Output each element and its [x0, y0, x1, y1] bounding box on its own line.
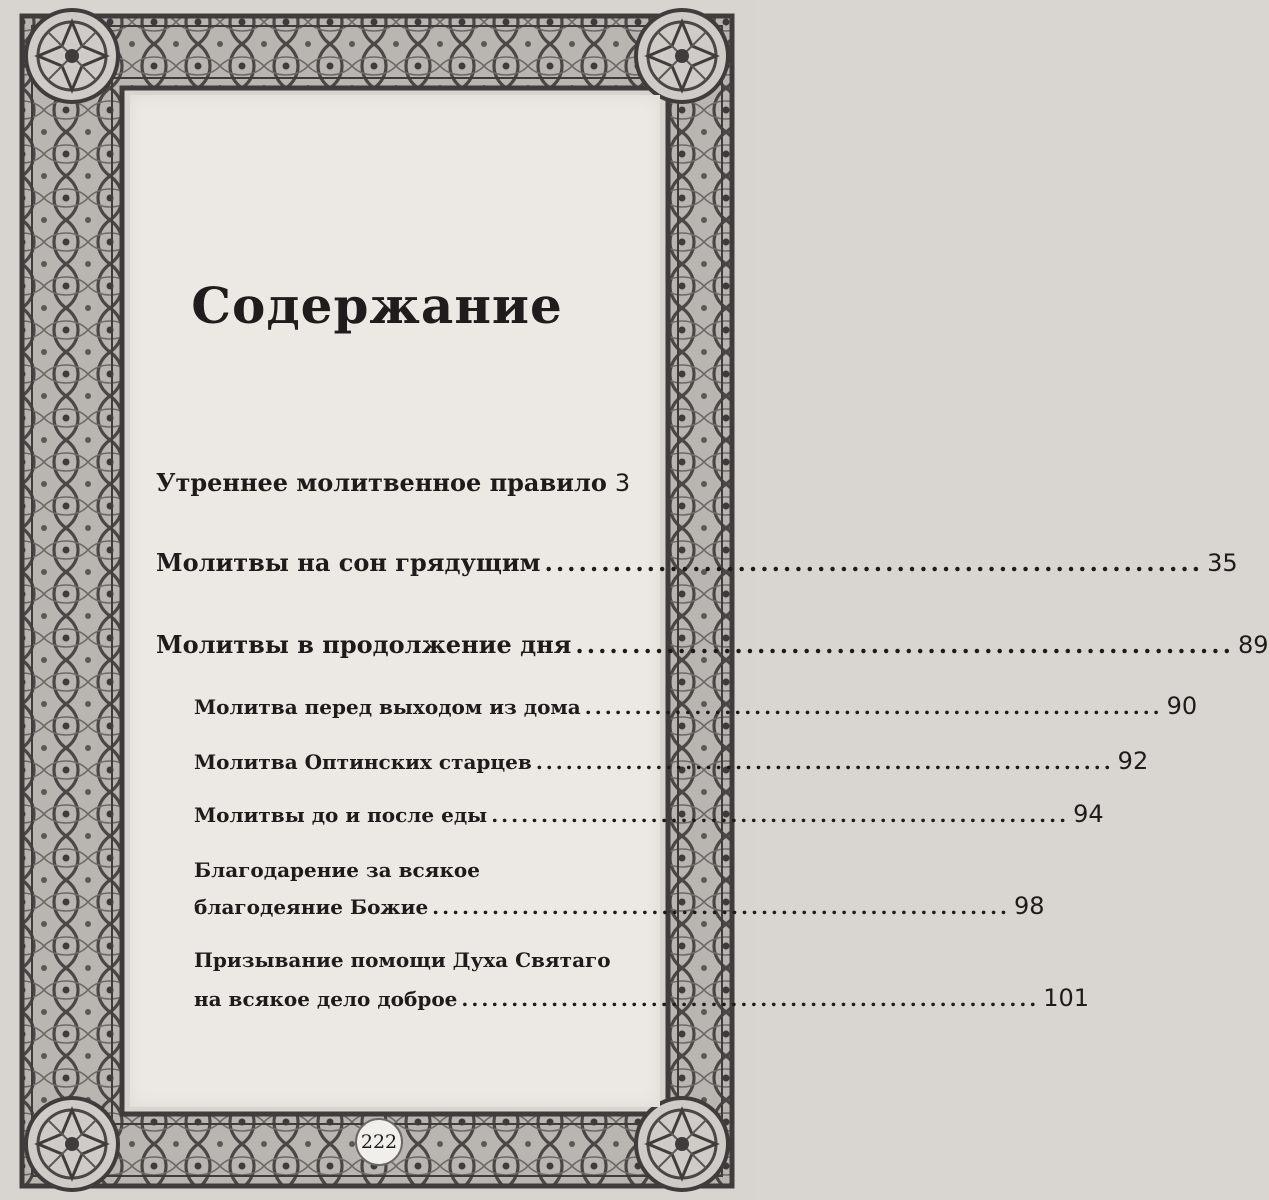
leader-dots: ..........................................................	[584, 695, 1163, 719]
corner-rosette-icon	[26, 10, 118, 102]
toc-subentry-label: благодеяние Божие	[194, 895, 429, 919]
leader-dots: ..........................................................	[491, 803, 1070, 827]
toc-entry-page: 35	[1207, 549, 1238, 577]
toc-subentry[interactable]	[194, 692, 1198, 720]
corner-rosette-icon	[636, 1098, 728, 1190]
toc-subentry-label-line1[interactable]: Призывание помощи Духа Святаго	[194, 948, 611, 972]
leader-dots: ..........................................................	[535, 750, 1114, 774]
toc-subentry-page: 92	[1117, 747, 1149, 775]
corner-rosette-icon	[636, 10, 728, 102]
toc-subentry-page: 90	[1166, 692, 1198, 720]
toc-entry-page: 3	[614, 469, 631, 497]
toc-entry-page: 89	[1237, 631, 1269, 659]
toc-subentry[interactable]	[194, 747, 1149, 775]
toc-subentry-label-line1[interactable]: Благодарение за всякое	[194, 858, 480, 882]
toc-subentry-label: на всякое дело доброе	[194, 987, 458, 1011]
toc-subentry-label: Молитва перед выходом из дома	[194, 695, 581, 719]
toc-entry[interactable]	[156, 468, 631, 497]
toc-entry[interactable]	[156, 630, 1269, 659]
leader-dots: ..........................................................	[544, 548, 1204, 577]
leader-dots: ..........................................................	[575, 630, 1234, 659]
toc-subentry[interactable]	[194, 984, 1090, 1012]
page-number-medallion	[355, 1118, 403, 1166]
toc-entry[interactable]	[156, 548, 1238, 577]
toc-entry-label: Утреннее молитвенное правило	[156, 468, 607, 497]
toc-entry-label: Молитвы в продолжение дня	[156, 630, 572, 659]
leader-dots: ..........................................................	[461, 987, 1040, 1011]
toc-subentry-label: Молитва Оптинских старцев	[194, 750, 532, 774]
corner-rosette-icon	[26, 1098, 118, 1190]
toc-subentry-page: 98	[1014, 892, 1045, 920]
page-number: 222	[360, 1131, 398, 1153]
toc-subentry-label: Молитвы до и после еды	[194, 803, 488, 827]
page-title: Содержание	[191, 276, 563, 335]
toc-subentry-page: 101	[1043, 984, 1090, 1012]
toc-subentry[interactable]	[194, 892, 1045, 920]
toc-subentry-page: 94	[1073, 800, 1104, 828]
toc-entry-label: Молитвы на сон грядущим	[156, 548, 541, 577]
toc-subentry[interactable]	[194, 800, 1104, 828]
leader-dots: ..........................................................	[432, 895, 1011, 919]
